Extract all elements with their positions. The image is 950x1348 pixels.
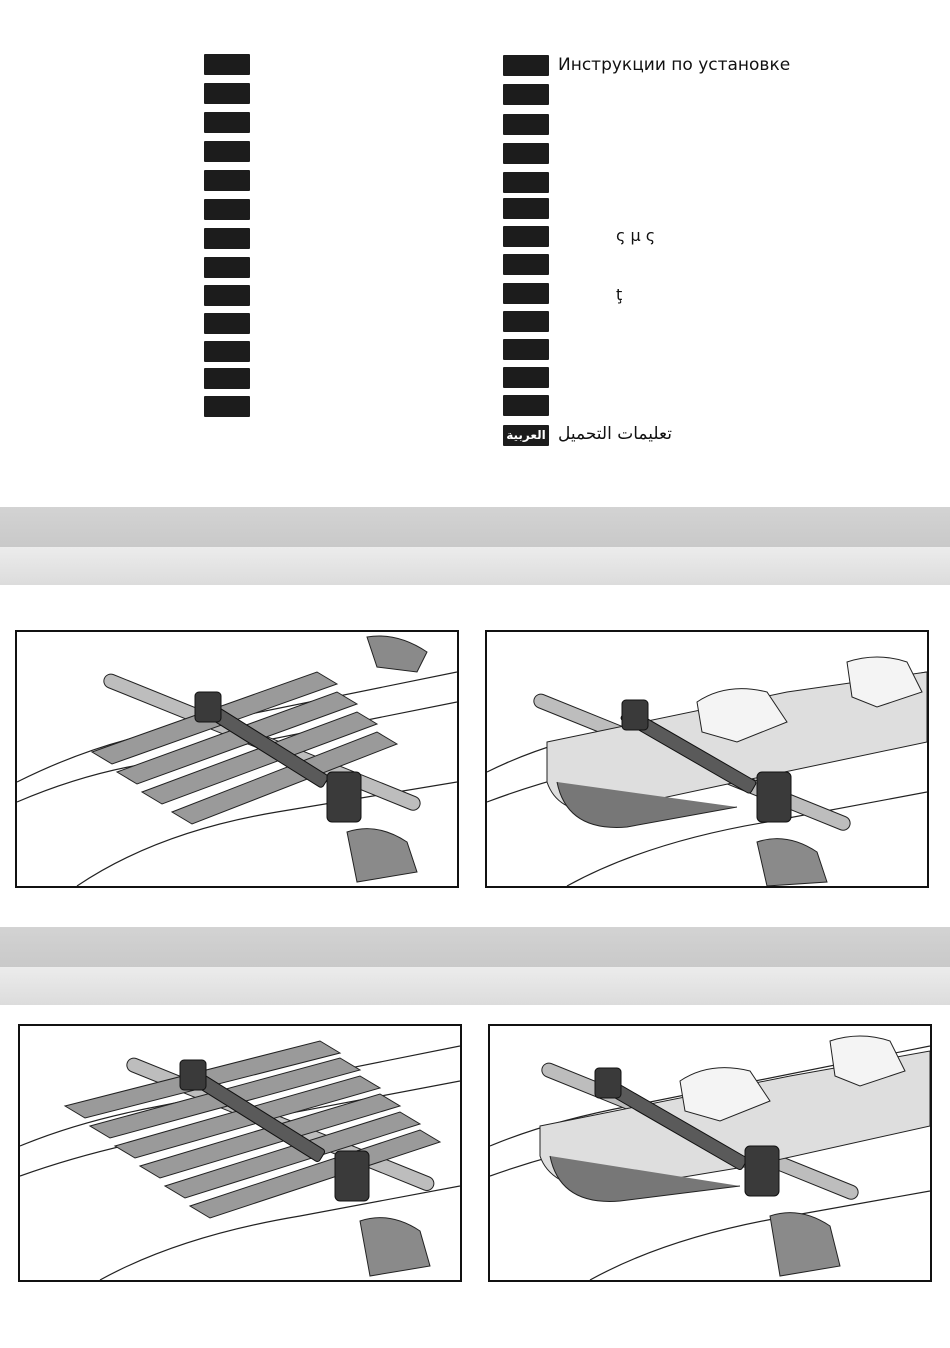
language-tag (503, 395, 549, 416)
language-tag (503, 84, 549, 105)
illustration-snowboard-carrier (488, 1024, 932, 1282)
ski-stack (65, 1041, 440, 1218)
language-tag (503, 114, 549, 135)
language-tag (204, 341, 250, 362)
language-tag (204, 396, 250, 417)
language-tag-arabic: العربية (503, 425, 549, 446)
language-tag (503, 172, 549, 193)
language-tag (503, 339, 549, 360)
language-tag (204, 199, 250, 220)
language-tag (503, 198, 549, 219)
roof-foot (757, 839, 827, 886)
language-title: ţ (616, 285, 623, 304)
language-tag (204, 83, 250, 104)
language-tag (204, 112, 250, 133)
language-tag (503, 55, 549, 76)
language-tag (503, 311, 549, 332)
language-tag (503, 226, 549, 247)
language-tag (204, 313, 250, 334)
section-subheader-band (0, 967, 950, 1005)
illustration-snowboard-carrier (485, 630, 929, 888)
illustration-ski-carrier-6-pairs (18, 1024, 462, 1282)
section-subheader-band (0, 547, 950, 585)
language-tag (503, 367, 549, 388)
language-title: Инструкции по установке (558, 55, 791, 75)
language-tag (204, 257, 250, 278)
language-tag (204, 228, 250, 249)
language-title-arabic: تعليمات التحميل (558, 424, 672, 444)
section-header-band (0, 927, 950, 967)
language-tag (204, 54, 250, 75)
language-tag (503, 283, 549, 304)
language-tag (204, 285, 250, 306)
language-title: ς µ ς (616, 226, 656, 245)
illustration-ski-carrier-4-pairs (15, 630, 459, 888)
roof-foot (360, 1218, 430, 1276)
language-tag (204, 170, 250, 191)
language-tag (204, 141, 250, 162)
language-tag (503, 254, 549, 275)
roof-foot (770, 1213, 840, 1276)
language-tag (503, 143, 549, 164)
section-header-band (0, 507, 950, 547)
language-tag (204, 368, 250, 389)
